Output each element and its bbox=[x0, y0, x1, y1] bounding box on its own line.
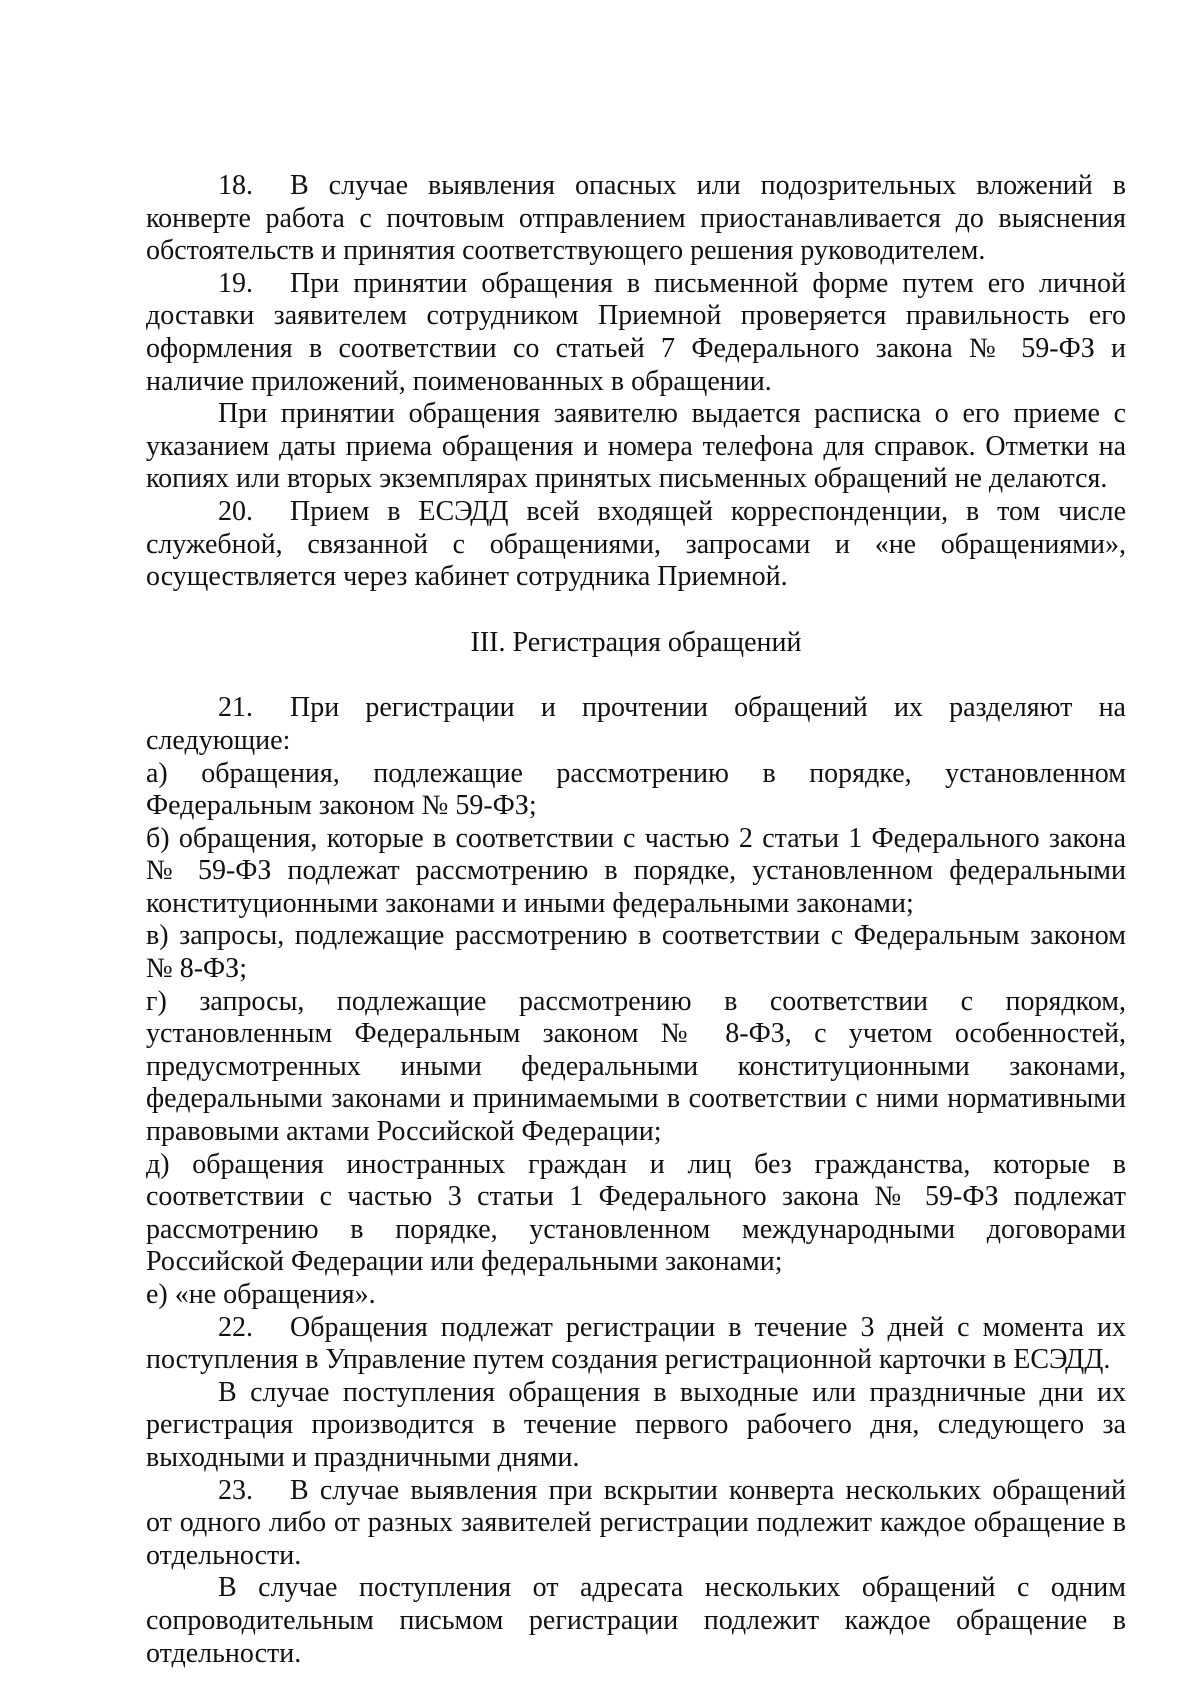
paragraph-number: 20. bbox=[218, 495, 253, 527]
paragraph-23 bbox=[146, 1475, 1126, 1573]
list-item-g: г) запросы, подлежащие рассмотрению в соответствии с порядком, установленным Федеральным законом № 8-ФЗ, с учетом особенностей, предусмотренных иными федеральными конституционными законами, федеральными законами и принимаемыми в соответствии с ними нормативными правовыми актами Российской Федерации; bbox=[146, 985, 1126, 1148]
document-body bbox=[146, 170, 1126, 1670]
paragraph-number: 22. bbox=[218, 1311, 253, 1343]
paragraph-text: Обращения подлежат регистрации в течение 3 дней с момента их поступления в Управление путем создания регистрационной карточки в ЕСЭДД. bbox=[146, 1311, 1126, 1376]
list-item-b: б) обращения, которые в соответствии с частью 2 статьи 1 Федерального закона № 59-ФЗ подлежат рассмотрению в порядке, установленном федеральными конституционными законами и иными федеральными законами; bbox=[146, 822, 1126, 919]
paragraph-18 bbox=[146, 170, 1126, 268]
paragraph-number: 18. bbox=[218, 170, 253, 201]
paragraph-number: 23. bbox=[218, 1474, 253, 1506]
paragraph-19-continuation: При принятии обращения заявителю выдается расписка о его приеме с указанием даты приема обращения и номера телефона для справок. Отметки на копиях или вторых экземплярах принятых письменных обращений не делаются. bbox=[146, 398, 1126, 495]
paragraph-text: При регистрации и прочтении обращений их разделяют на следующие: bbox=[146, 692, 1126, 756]
list-item-v: в) запросы, подлежащие рассмотрению в соответствии с Федеральным законом № 8-ФЗ; bbox=[146, 920, 1126, 985]
paragraph-22-continuation: В случае поступления обращения в выходные или праздничные дни их регистрация производится в течение первого рабочего дня, следующего за выходными и праздничными днями. bbox=[146, 1376, 1126, 1473]
paragraph-20 bbox=[146, 496, 1126, 594]
paragraph-19 bbox=[146, 268, 1126, 398]
list-item-a: а) обращения, подлежащие рассмотрению в порядке, установленном Федеральным законом № 59-ФЗ; bbox=[146, 757, 1126, 822]
paragraph-text: В случае выявления при вскрытии конверта нескольких обращений от одного либо от разных заявителей регистрации подлежит каждое обращение в отдельности. bbox=[146, 1474, 1126, 1571]
list-item-d: д) обращения иностранных граждан и лиц без гражданства, которые в соответствии с частью 3 статьи 1 Федерального закона № 59-ФЗ подлежат рассмотрению в порядке, установленном международными договорами Российской Федерации или федеральными законами; bbox=[146, 1148, 1126, 1278]
paragraph-number: 19. bbox=[218, 267, 253, 299]
paragraph-23-continuation: В случае поступления от адресата нескольких обращений с одним сопроводительным письмом регистрации подлежит каждое обращение в отдельности. bbox=[146, 1572, 1126, 1669]
list-item-e: е) «не обращения». bbox=[146, 1279, 376, 1310]
paragraph-text: При принятии обращения в письменной форме путем его личной доставки заявителем сотрудником Приемной проверяется правильность его оформления в соответствии со статьей 7 Федерального закона № 59-ФЗ и наличие приложений, поименованных в обращении. bbox=[146, 267, 1126, 397]
paragraph-22 bbox=[146, 1312, 1126, 1377]
section-title: III. Регистрация обращений bbox=[470, 626, 802, 658]
paragraph-21 bbox=[146, 692, 1126, 757]
paragraph-number: 21. bbox=[218, 692, 253, 724]
paragraph-text: В случае выявления опасных или подозрительных вложений в конверте работа с почтовым отправлением приостанавливается до выяснения обстоятельств и принятия соответствующего решения руководителем. bbox=[146, 170, 1126, 267]
paragraph-text: Прием в ЕСЭДД всей входящей корреспонденции, в том числе служебной, связанной с обращениями, запросами и «не обращениями», осуществляется через кабинет сотрудника Приемной. bbox=[146, 495, 1126, 593]
